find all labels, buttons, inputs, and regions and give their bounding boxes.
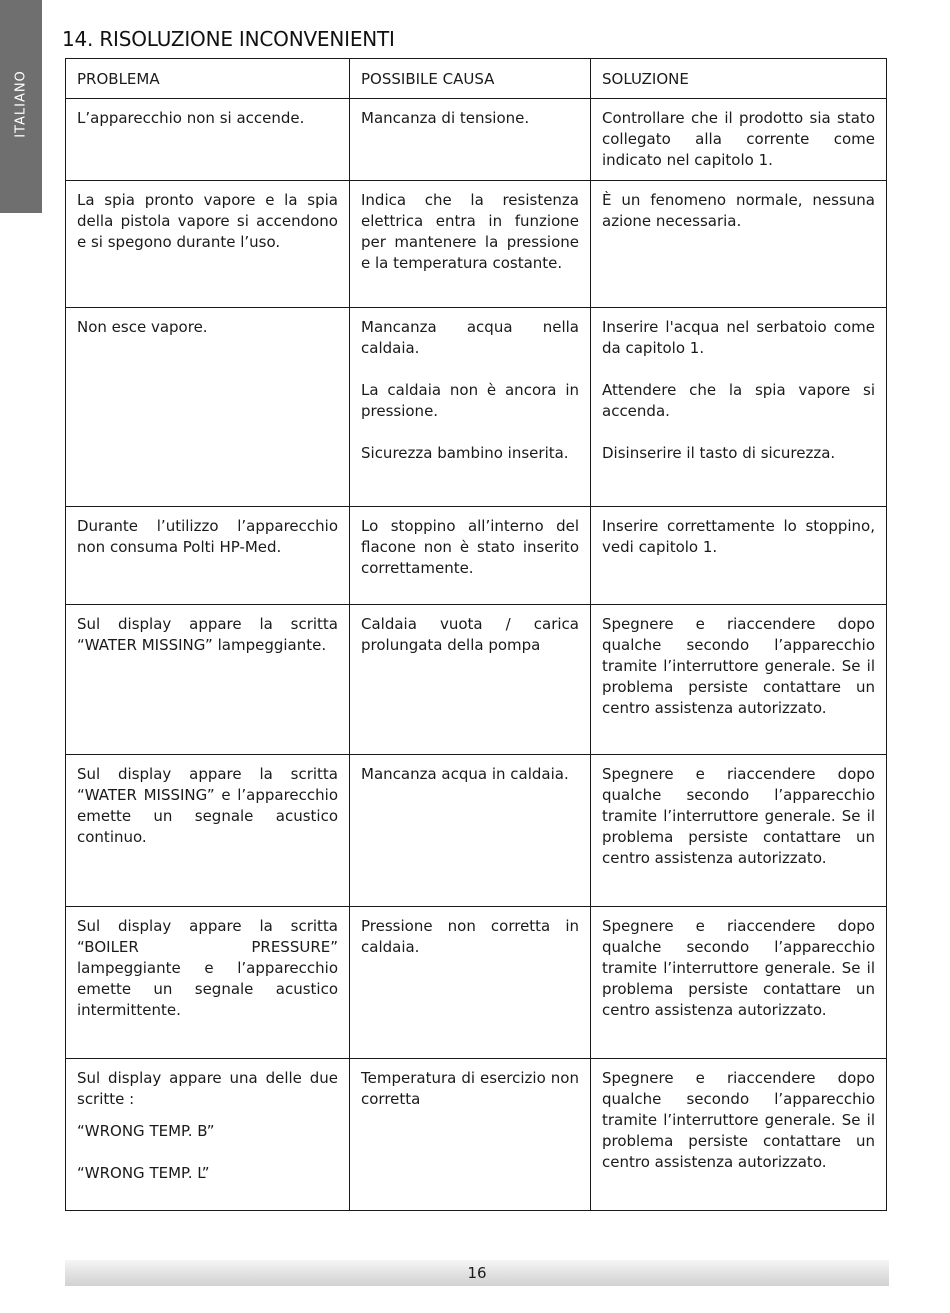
cell-paragraph: Spegnere e riaccendere dopo qualche secondo l’apparecchio tramite l’interruttore generale. Se il problema persiste contattare un centro assistenza autorizzato.: [602, 917, 875, 1019]
solution-cell: [591, 308, 887, 507]
troubleshooting-table: [65, 58, 887, 1211]
cell-paragraph: Spegnere e riaccendere dopo qualche secondo l’apparecchio tramite l’interruttore generale. Se il problema persiste contattare un centro assistenza autorizzato.: [602, 615, 875, 717]
problem-cell: [66, 907, 350, 1059]
table-row: [66, 1059, 887, 1211]
cell-paragraph: Sul display appare la scritta “BOILER PRESSURE” lampeggiante e l’apparecchio emette un segnale acustico intermittente.: [77, 917, 338, 1019]
solution-cell: [591, 507, 887, 605]
table-row: [66, 181, 887, 308]
table-row: [66, 907, 887, 1059]
cell-paragraph: Sicurezza bambino inserita.: [361, 444, 569, 462]
cell-paragraph: Pressione non corretta in caldaia.: [361, 917, 579, 956]
problem-cell: [66, 755, 350, 907]
table-row: [66, 507, 887, 605]
problem-cell: [66, 308, 350, 507]
cell-paragraph: Disinserire il tasto di sicurezza.: [602, 444, 836, 462]
cause-cell: [350, 907, 591, 1059]
page-number: 16: [467, 1264, 487, 1282]
cell-paragraph: Temperatura di esercizio non corretta: [361, 1069, 579, 1108]
header-problem: PROBLEMA: [66, 59, 350, 99]
cell-paragraph: Spegnere e riaccendere dopo qualche secondo l’apparecchio tramite l’interruttore generale. Se il problema persiste contattare un centro assistenza autorizzato.: [602, 765, 875, 867]
cell-paragraph: Mancanza acqua nella caldaia.: [361, 318, 579, 357]
cell-paragraph: Indica che la resistenza elettrica entra in funzione per mantenere la pressione e la temperatura costante.: [361, 191, 579, 272]
cell-paragraph: La caldaia non è ancora in pressione.: [361, 381, 579, 420]
cell-paragraph: Durante l’utilizzo l’apparecchio non consuma Polti HP-Med.: [77, 517, 338, 556]
table-row: [66, 99, 887, 181]
cause-cell: [350, 1059, 591, 1211]
cell-paragraph: Spegnere e riaccendere dopo qualche secondo l’apparecchio tramite l’interruttore generale. Se il problema persiste contattare un centro assistenza autorizzato.: [602, 1069, 875, 1171]
table-row: [66, 755, 887, 907]
cause-cell: [350, 181, 591, 308]
cell-paragraph: Mancanza acqua in caldaia.: [361, 765, 569, 783]
cell-paragraph: “WRONG TEMP. B”: [77, 1122, 215, 1140]
cell-paragraph: Sul display appare una delle due scritte :: [77, 1069, 338, 1108]
problem-cell: [66, 99, 350, 181]
cell-paragraph: L’apparecchio non si accende.: [77, 109, 305, 127]
solution-cell: [591, 907, 887, 1059]
problem-cell: [66, 605, 350, 755]
cell-paragraph: Caldaia vuota / carica prolungata della pompa: [361, 615, 579, 654]
header-solution: SOLUZIONE: [591, 59, 887, 99]
problem-cell: [66, 507, 350, 605]
problem-cell: [66, 1059, 350, 1211]
solution-cell: [591, 605, 887, 755]
cell-paragraph: Lo stoppino all’interno del flacone non è stato inserito correttamente.: [361, 517, 579, 577]
cell-paragraph: “WRONG TEMP. L”: [77, 1164, 210, 1182]
cell-paragraph: È un fenomeno normale, nessuna azione necessaria.: [602, 191, 875, 230]
solution-cell: [591, 181, 887, 308]
footer-bar: [65, 1260, 889, 1286]
cell-paragraph: Sul display appare la scritta “WATER MISSING” e l’apparecchio emette un segnale acustico continuo.: [77, 765, 338, 846]
cell-paragraph: Controllare che il prodotto sia stato collegato alla corrente come indicato nel capitolo 1.: [602, 109, 875, 169]
table-row: [66, 605, 887, 755]
cell-paragraph: Inserire l'acqua nel serbatoio come da capitolo 1.: [602, 318, 875, 357]
table-row: [66, 308, 887, 507]
language-side-tab: [0, 0, 42, 213]
solution-cell: [591, 755, 887, 907]
cause-cell: [350, 507, 591, 605]
cell-paragraph: Mancanza di tensione.: [361, 109, 530, 127]
language-label: ITALIANO: [13, 70, 29, 138]
table-header-row: [66, 59, 887, 99]
solution-cell: [591, 1059, 887, 1211]
cell-paragraph: La spia pronto vapore e la spia della pistola vapore si accendono e si spegono durante l’uso.: [77, 191, 338, 251]
cell-paragraph: Sul display appare la scritta “WATER MISSING” lampeggiante.: [77, 615, 338, 654]
section-title: 14. RISOLUZIONE INCONVENIENTI: [62, 27, 395, 51]
cause-cell: [350, 755, 591, 907]
cause-cell: [350, 99, 591, 181]
cell-paragraph: Inserire correttamente lo stoppino, vedi capitolo 1.: [602, 517, 875, 556]
cause-cell: [350, 605, 591, 755]
cell-paragraph: Non esce vapore.: [77, 318, 208, 336]
cause-cell: [350, 308, 591, 507]
problem-cell: [66, 181, 350, 308]
cell-paragraph: Attendere che la spia vapore si accenda.: [602, 381, 875, 420]
solution-cell: [591, 99, 887, 181]
header-cause: POSSIBILE CAUSA: [350, 59, 591, 99]
